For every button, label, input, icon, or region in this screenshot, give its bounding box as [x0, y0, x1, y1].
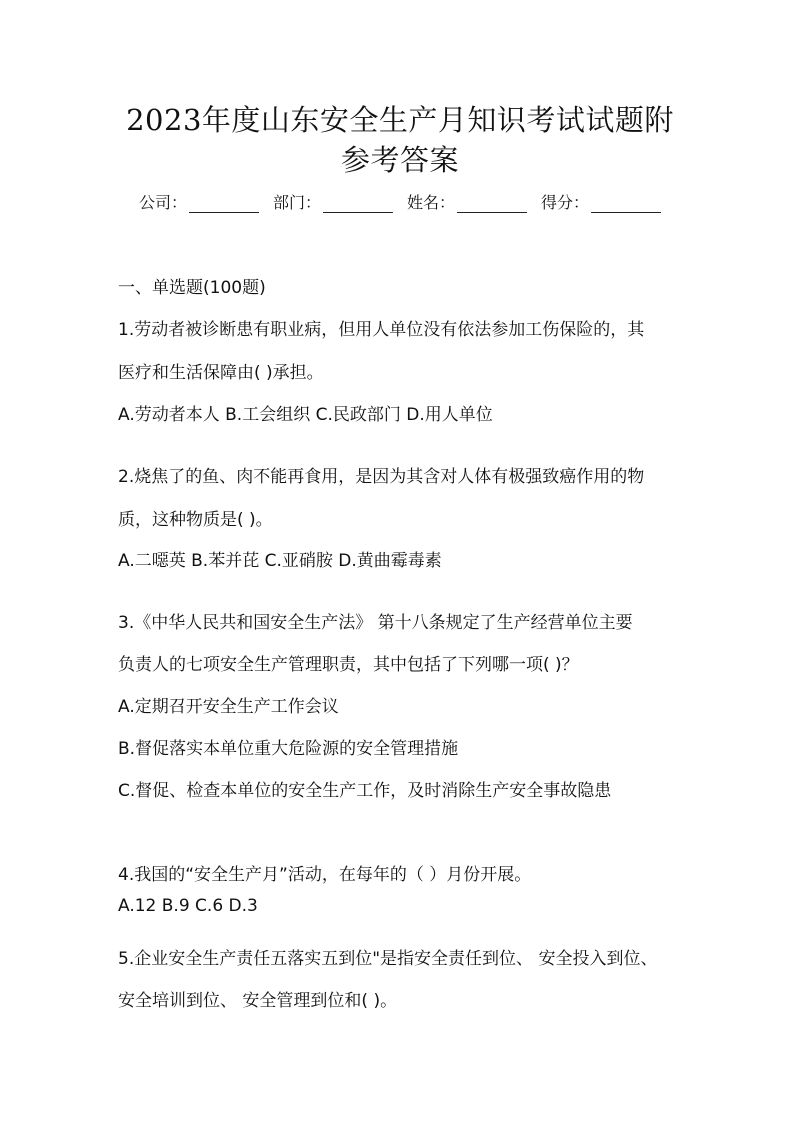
company-blank [189, 196, 259, 213]
question-3-line-2: 负责人的七项安全生产管理职责，其中包括了下列哪一项( )？ [118, 655, 579, 675]
company-label: 公司： [138, 193, 187, 212]
name-blank [457, 196, 527, 213]
section-heading: 一、单选题(100题) [118, 278, 266, 298]
question-5-line-1: 5.企业安全生产责任五落实五到位"是指安全责任到位、 安全投入到位、 [118, 949, 658, 969]
name-label: 姓名： [407, 193, 456, 212]
score-blank [591, 196, 661, 213]
question-3-option-c: C.督促、检查本单位的安全生产工作，及时消除生产安全事故隐患 [118, 781, 612, 801]
question-1-options: A.劳动者本人 B.工会组织 C.民政部门 D.用人单位 [118, 405, 493, 425]
name-field [407, 190, 527, 213]
score-label: 得分： [541, 193, 590, 212]
question-3-line-1: 3.《中华人民共和国安全生产法》 第十八条规定了生产经营单位主要 [118, 613, 633, 633]
question-2-line-2: 质，这种物质是( )。 [118, 510, 273, 530]
department-label: 部门： [272, 193, 321, 212]
score-field [541, 190, 661, 213]
question-1-line-2: 医疗和生活保障由( )承担。 [118, 363, 324, 383]
question-2-options: A.二噁英 B.苯并芘 C.亚硝胺 D.黄曲霉毒素 [118, 551, 442, 571]
info-fields-row [0, 190, 800, 213]
company-field [139, 190, 259, 213]
document-title-line-2: 参考答案 [340, 143, 459, 177]
department-field [273, 190, 393, 213]
question-5-line-2: 安全培训到位、 安全管理到位和( )。 [118, 991, 398, 1011]
question-3-option-a: A.定期召开安全生产工作会议 [118, 697, 339, 717]
question-1-line-1: 1.劳动者被诊断患有职业病，但用人单位没有依法参加工伤保险的，其 [118, 320, 645, 340]
question-4-line-1: 4.我国的“安全生产月”活动，在每年的（ ）月份开展。 [118, 865, 532, 885]
question-2-line-1: 2.烧焦了的鱼、肉不能再食用，是因为其含对人体有极强致癌作用的物 [118, 467, 645, 487]
question-4-options: A.12 B.9 C.6 D.3 [118, 896, 258, 916]
question-3-option-b: B.督促落实本单位重大危险源的安全管理措施 [118, 739, 459, 759]
department-blank [323, 196, 393, 213]
document-title-line-1: 2023年度山东安全生产月知识考试试题附 [126, 103, 674, 137]
